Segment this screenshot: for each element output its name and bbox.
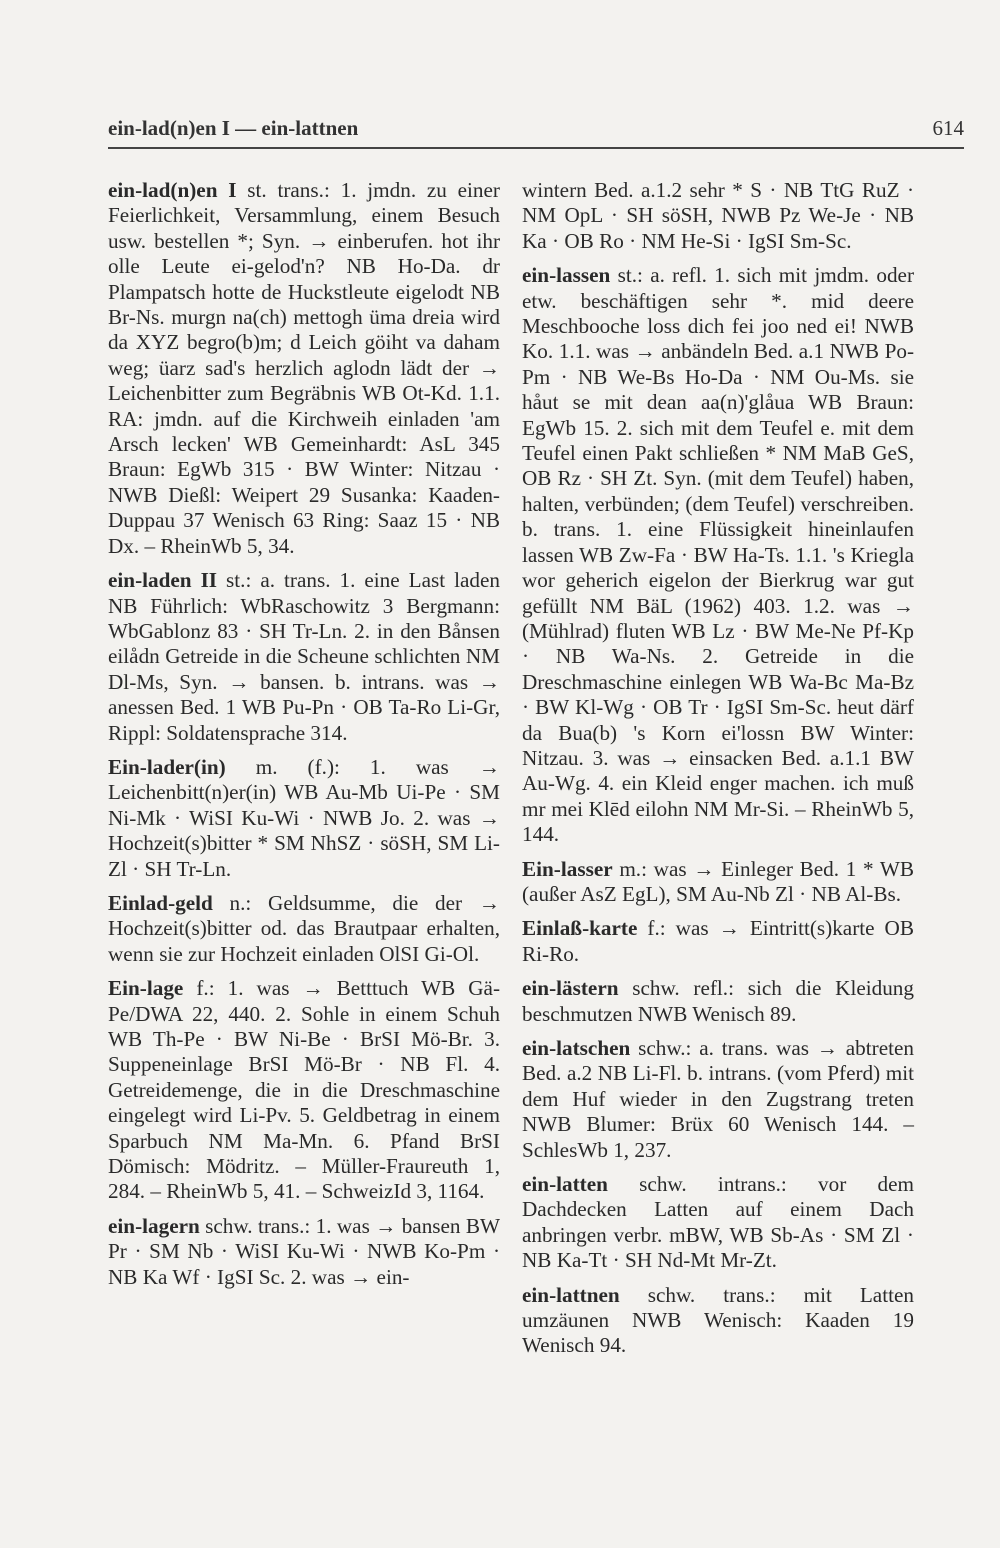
entry-lemma: ein-lassen — [522, 263, 611, 288]
entry — [522, 857, 914, 908]
entry — [108, 178, 500, 559]
entry-lemma: ein-lagern — [108, 1213, 200, 1238]
entry-lemma: ein-latten — [522, 1172, 608, 1197]
entry-text: m. (f.): 1. was → Leichenbitt(n)er(in) WB Au-Mb Ui-Pe · SM Ni-Mk · WiSI Ku-Wi · NWB Jo. 2. was → Hochzeit(s)bitter * SM NhSZ · söSH, SM Li-Zl · SH Tr-Ln. — [108, 754, 500, 881]
entry-text: st.: a. trans. 1. eine Last laden NB Führlich: WbRaschowitz 3 Bergmann: WbGablonz 83 · SH Tr-Ln. 2. in den Bånsen eilådn Getreide in die Scheune schlichten NM Dl-Ms, Syn. → bansen. b. intrans. was → anessen Bed. 1 WB Pu-Pn · OB Ta-Ro Li-Gr, Rippl: Soldatensprache 314. — [108, 568, 500, 745]
entry-text: schw. refl.: sich die Kleidung beschmutzen NWB Wenisch 89. — [522, 976, 914, 1026]
entry — [108, 568, 500, 746]
entry — [108, 755, 500, 882]
entry-lemma: Ein-lader(in) — [108, 754, 226, 779]
entry — [522, 263, 914, 847]
entry-lemma: ein-lästern — [522, 976, 619, 1001]
entry-text: schw. intrans.: vor dem Dachdecken Latten auf einem Dach anbringen verbr. mBW, WB Sb-As · SM Zl · NB Ka-Tt · SH Nd-Mt Mr-Zt. — [522, 1172, 914, 1273]
entry — [522, 1283, 914, 1359]
entry-lemma: Ein-lage — [108, 976, 184, 1001]
entry-lemma: ein-lad(n)en I — [108, 178, 237, 202]
header-rule — [108, 147, 964, 149]
entry-text: schw.: a. trans. was → abtreten Bed. a.2 NB Li-Fl. b. intrans. (vom Pferd) mit dem Huf wieder in den Zugstrang treten NWB Blumer: Brüx 60 Wenisch 144. – SchlesWb 1, 237. — [522, 1036, 914, 1162]
entry — [108, 1214, 500, 1290]
left-column — [108, 178, 500, 1299]
entry-text: wintern Bed. a.1.2 sehr * S · NB TtG RuZ · NM OpL · SH söSH, NWB Pz We-Je · NB Ka · OB Ro · NM He-Si · IgSI Sm-Sc. — [522, 178, 914, 253]
running-title: ein-lad(n)en I — ein-lattnen — [108, 116, 359, 140]
entry-text: n.: Geldsumme, die der → Hochzeit(s)bitter od. das Brautpaar erhalten, wenn sie zur Hochzeit einladen OlSI Gi-Ol. — [108, 890, 500, 966]
entry-text: schw. trans.: mit Latten umzäunen NWB Wenisch: Kaaden 19 Wenisch 94. — [522, 1282, 914, 1358]
entry-lemma: Ein-lasser — [522, 856, 613, 881]
entry-text: m.: was → Einleger Bed. 1 * WB (außer AsZ EgL), SM Au-Nb Zl · NB Al-Bs. — [522, 856, 914, 906]
entry — [522, 916, 914, 967]
entry-lemma: ein-lattnen — [522, 1282, 620, 1307]
running-header — [108, 116, 964, 141]
entry-lemma: ein-laden II — [108, 568, 218, 593]
entry-lemma: Einlad-geld — [108, 890, 213, 915]
entry-text: f.: 1. was → Betttuch WB Gä-Pe/DWA 22, 440. 2. Sohle in einem Schuh WB Th-Pe · BW Ni-Be · BrSI Mö-Br. 3. Suppeneinlage BrSI Mö-Br · NB Fl. 4. Getreidemenge, die in die Dreschmaschine eingelegt wird Li-Pv. 5. Geldbetrag in einem Sparbuch NM Ma-Mn. 6. Pfand BrSI Dömisch: Mödritz. – Müller-Fraureuth 1, 284. – RheinWb 5, 41. – SchweizId 3, 1164. — [108, 976, 500, 1204]
entry — [522, 1172, 914, 1274]
page-number: 614 — [932, 116, 964, 140]
entry-lemma: ein-latschen — [522, 1036, 631, 1060]
entry — [108, 891, 500, 967]
entry — [522, 976, 914, 1027]
entry — [522, 1036, 914, 1163]
entry-text: f.: was → Eintritt(s)karte OB Ri-Ro. — [522, 916, 914, 966]
entry-lemma: Einlaß-karte — [522, 916, 638, 941]
entry-text: st.: a. refl. 1. sich mit jmdm. oder etw. beschäftigen sehr *. mid deere Meschbooche loss dich fei joo ned ei! NWB Ko. 1.1. was → anbändeln Bed. a.1 NWB Po-Pm · NB We-Bs Ho-Da · NM Ou-Ms. sie håut se mit dean aa(n)'glåua WB Braun: EgWb 15. 2. sich mit dem Teufel e. mit dem Teufel einen Pakt schließen * NM MaB GeS, OB Rz · SH Zt. Syn. (mit dem Teufel) haben, halten, verbünden; (dem Teufel) verschreiben. b. trans. 1. eine Flüssigkeit hineinlaufen lassen WB Zw-Fa · BW Ha-Ts. 1.1. 's Kriegla wor geherich eigelon der Bierkrug war gut gefüllt NM BäL (1962) 403. 1.2. was → (Mühlrad) fluten WB Lz · BW Me-Ne Pf-Kp · NB Wa-Ns. 2. Getreide in die Dreschmaschine einlegen WB Wa-Bc Ma-Bz · BW Kl-Wg · OB Tr · IgSI Sm-Sc. heut därf da Bua(b) 's Korn ei'lossn BW Winter: Nitzau. 3. was → einsacken Bed. a.1.1 BW Au-Wg. 4. ein Kleid enger machen. ich muß mr mei Klēd eilohn NM Mr-Si. – RheinWb 5, 144. — [522, 263, 914, 847]
entry-continuation — [522, 178, 914, 254]
entry — [108, 976, 500, 1205]
entry-text: st. trans.: 1. jmdn. zu einer Feierlichkeit, Versammlung, einem Besuch usw. bestellen *; Syn. → einberufen. hot ihr olle Leute ei-gelod'n? NB Ho-Da. dr Plampatsch hotte de Huckstleute eigelodt NB Br-Ns. murgn na(ch) mettogh üma dreia wird da XYZ begro(b)m; d Leich göiht va daham weg; üarz sad's herzlich aglodn lädt der → Leichenbitter zum Begräbnis WB Ot-Kd. 1.1. RA: jmdn. auf die Kirchweih einladen 'am Arsch lecken' WB Gemeinhardt: AsL 345 Braun: EgWb 315 · BW Winter: Nitzau · NWB Dießl: Weipert 29 Susanka: Kaaden-Duppau 37 Wenisch 63 Ring: Saaz 15 · NB Dx. – RheinWb 5, 34. — [108, 178, 500, 558]
right-column — [522, 178, 914, 1368]
entry-text: schw. trans.: 1. was → bansen BW Pr · SM Nb · WiSI Ku-Wi · NWB Ko-Pm · NB Ka Wf · IgSI Sc. 2. was → ein- — [108, 1213, 500, 1289]
